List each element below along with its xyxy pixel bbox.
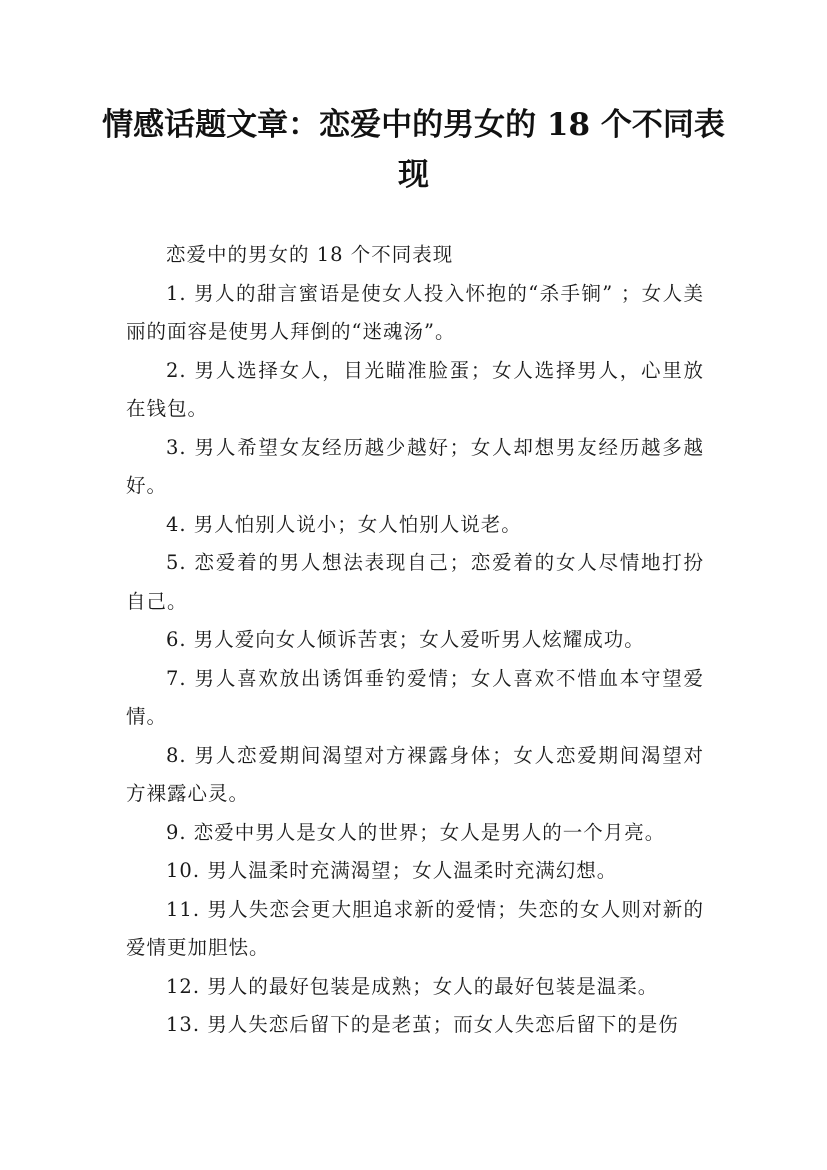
- paragraph-item-13: 13. 男人失恋后留下的是老茧；而女人失恋后留下的是伤: [166, 1013, 679, 1036]
- paragraph-item-4: 4. 男人怕别人说小；女人怕别人说老。: [166, 512, 522, 536]
- paragraph-item-2: 2. 男人选择女人，目光瞄准脸蛋；女人选择男人，心里放在钱包。: [126, 358, 704, 420]
- paragraph-item-9: 9. 恋爱中男人是女人的世界；女人是男人的一个月亮。: [166, 820, 666, 844]
- paragraph-item-1: 1. 男人的甜言蜜语是使女人投入怀抱的“杀手锏” ；女人美丽的面容是使男人拜倒的“迷魂汤”。: [126, 281, 704, 343]
- paragraph-item-10: 10. 男人温柔时充满渴望；女人温柔时充满幻想。: [166, 859, 618, 882]
- paragraph-item-11: 11. 男人失恋会更大胆追求新的爱情；失恋的女人则对新的爱情更加胆怯。: [126, 897, 704, 959]
- paragraph-item-6: 6. 男人爱向女人倾诉苦衷；女人爱听男人炫耀成功。: [166, 628, 645, 651]
- document-body: [126, 236, 704, 1045]
- paragraph-item-3: 3. 男人希望女友经历越少越好；女人却想男友经历越多越好。: [126, 435, 704, 497]
- paragraph-subtitle: 恋爱中的男女的 18 个不同表现: [166, 243, 454, 266]
- paragraph-item-12: 12. 男人的最好包装是成熟；女人的最好包装是温柔。: [166, 974, 659, 998]
- paragraph-item-8: 8. 男人恋爱期间渴望对方裸露身体；女人恋爱期间渴望对方裸露心灵。: [126, 743, 704, 805]
- paragraph-item-5: 5. 恋爱着的男人想法表现自己；恋爱着的女人尽情地打扮自己。: [126, 551, 704, 613]
- document-title: 情感话题文章：恋爱中的男女的 18 个不同表现: [102, 107, 725, 193]
- paragraph-item-7: 7. 男人喜欢放出诱饵垂钓爱情；女人喜欢不惜血本守望爱情。: [126, 666, 704, 728]
